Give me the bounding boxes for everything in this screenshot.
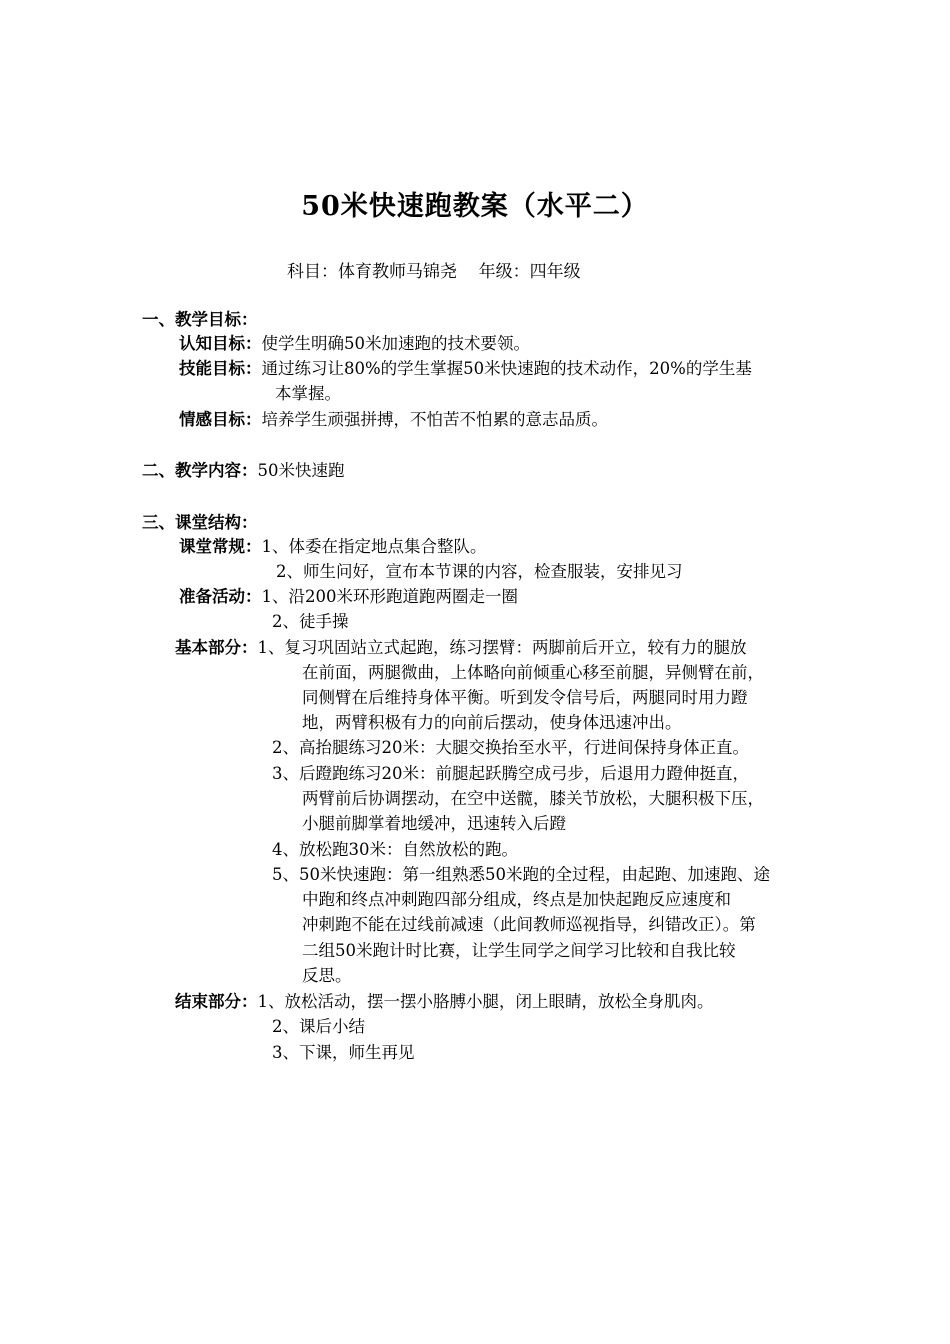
basic-item-5e: 反思。 <box>302 966 352 985</box>
skill-goal-text: 通过练习让80%的学生掌握50米快速跑的技术动作，20%的学生基 <box>261 359 752 378</box>
section2-heading: 二、教学内容： <box>142 461 258 480</box>
skill-goal <box>179 357 752 381</box>
basic-item-5a: 5、50米快速跑：第一组熟悉50米跑的全过程，由起跑、加速跑、途 <box>272 865 770 884</box>
routine-label: 课堂常规： <box>179 537 262 556</box>
basic-item-1a: 1、复习巩固站立式起跑，练习摆臂：两脚前后开立，较有力的腿放 <box>257 638 747 657</box>
routine-item-1: 1、体委在指定地点集合整队。 <box>261 537 487 556</box>
emotion-goal <box>179 408 608 432</box>
emotion-goal-label: 情感目标： <box>179 410 262 429</box>
subject-grade-line: 科目：体育教师马锦尧 年级：四年级 <box>287 262 581 282</box>
basic-item-1c: 同侧臂在后维持身体平衡。听到发令信号后，两腿同时用力蹬 <box>302 688 748 707</box>
end-item-3: 3、下课，师生再见 <box>272 1043 415 1062</box>
cognitive-goal-text: 使学生明确50米加速跑的技术要领。 <box>261 334 530 353</box>
basic-item-1d: 地，两臂积极有力的向前后摆动，使身体迅速冲出。 <box>302 713 682 732</box>
prep-item-1: 1、沿200米环形跑道跑两圈走一圈 <box>261 587 518 606</box>
basic-item-3c: 小腿前脚掌着地缓冲，迅速转入后蹬 <box>302 814 566 833</box>
section1-heading: 一、教学目标： <box>142 310 258 329</box>
end-label: 结束部分： <box>175 992 258 1011</box>
routine-item-2: 2、师生问好，宣布本节课的内容，检查服装，安排见习 <box>276 562 683 581</box>
section2-text: 50米快速跑 <box>257 461 345 480</box>
routine-line-1 <box>179 535 487 559</box>
skill-goal-continued: 本掌握。 <box>275 384 341 403</box>
end-item-2: 2、课后小结 <box>272 1017 365 1036</box>
basic-item-3a: 3、后蹬跑练习20米：前腿起跃腾空成弓步，后退用力蹬伸挺直， <box>272 764 749 783</box>
cognitive-goal <box>179 332 530 356</box>
page-title: 50米快速跑教案（水平二） <box>301 191 649 222</box>
basic-item-5c: 冲刺跑不能在过线前减速（此间教师巡视指导，纠错改正）。第 <box>302 915 756 934</box>
basic-item-2: 2、高抬腿练习20米：大腿交换抬至水平，行进间保持身体正直。 <box>272 738 749 757</box>
prep-label: 准备活动： <box>179 587 262 606</box>
end-line-1 <box>175 990 714 1014</box>
cognitive-goal-label: 认知目标： <box>179 334 262 353</box>
skill-goal-label: 技能目标： <box>179 359 262 378</box>
section2 <box>142 459 345 483</box>
prep-item-2: 2、徒手操 <box>272 612 349 631</box>
end-item-1: 1、放松活动，摆一摆小胳膊小腿，闭上眼睛，放松全身肌肉。 <box>257 992 714 1011</box>
basic-item-5d: 二组50米跑计时比赛，让学生同学之间学习比较和自我比较 <box>302 941 736 960</box>
section3-heading: 三、课堂结构： <box>142 513 258 532</box>
emotion-goal-text: 培养学生顽强拼搏，不怕苦不怕累的意志品质。 <box>261 410 608 429</box>
basic-item-1b: 在前面，两腿微曲，上体略向前倾重心移至前腿，异侧臂在前， <box>302 663 764 682</box>
basic-item-4: 4、放松跑30米：自然放松的跑。 <box>272 840 518 859</box>
basic-line-1 <box>175 636 747 660</box>
basic-label: 基本部分： <box>175 638 258 657</box>
prep-line-1 <box>179 585 518 609</box>
basic-item-3b: 两臂前后协调摆动，在空中送髋，膝关节放松，大腿积极下压， <box>302 789 764 808</box>
basic-item-5b: 中跑和终点冲刺跑四部分组成，终点是加快起跑反应速度和 <box>302 890 731 909</box>
